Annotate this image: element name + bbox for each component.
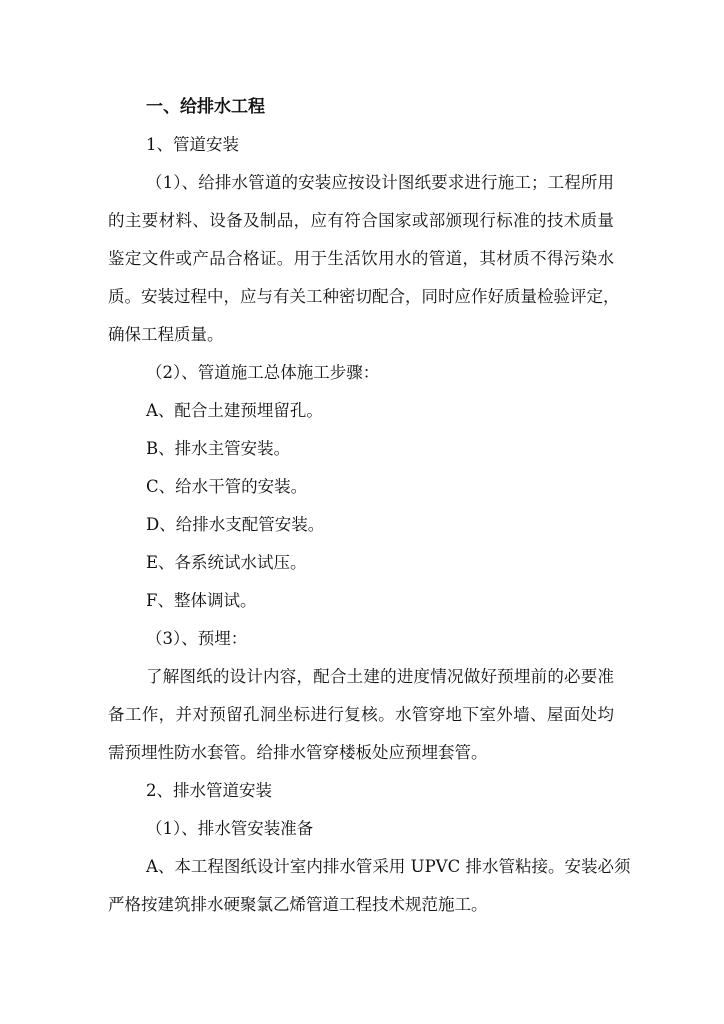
paragraph-line: （1）、给排水管道的安装应按设计图纸要求进行施工；工程所用 <box>146 173 614 192</box>
paragraph-line: 需预埋性防水套管。给排水管穿楼板处应预埋套管。 <box>108 743 488 762</box>
list-item: E、各系统试水试压。 <box>146 553 307 572</box>
list-item: A、配合土建预埋留孔。 <box>146 401 323 420</box>
paragraph-line: 了解图纸的设计内容，配合土建的进度情况做好预埋前的必要准 <box>146 667 614 686</box>
list-item: C、给水干管的安装。 <box>146 477 308 496</box>
subsection-heading: 1、管道安装 <box>146 135 239 154</box>
paragraph-line: 确保工程质量。 <box>108 325 224 344</box>
paragraph-heading: （3）、预埋： <box>146 629 248 648</box>
subsection-heading: 2、排水管道安装 <box>146 781 272 800</box>
list-item: F、整体调试。 <box>146 591 257 610</box>
paragraph-line: 备工作，并对预留孔洞坐标进行复核。水管穿地下室外墙、屋面处均 <box>108 705 614 724</box>
paragraph-line: A、本工程图纸设计室内排水管采用 UPVC 排水管粘接。安装必须 <box>146 857 631 876</box>
paragraph-line: 鉴定文件或产品合格证。用于生活饮用水的管道，其材质不得污染水 <box>108 249 614 268</box>
list-item: D、给排水支配管安装。 <box>146 515 325 534</box>
paragraph-heading: （2）、管道施工总体施工步骤： <box>146 363 380 382</box>
paragraph-line: 的主要材料、设备及制品，应有符合国家或部颁现行标准的技术质量 <box>108 211 614 230</box>
list-item: B、排水主管安装。 <box>146 439 291 458</box>
section-heading: 一、给排水工程 <box>146 97 265 117</box>
paragraph-line: 质。安装过程中，应与有关工种密切配合，同时应作好质量检验评定， <box>108 287 620 306</box>
paragraph-heading: （1）、排水管安装准备 <box>146 819 314 838</box>
paragraph-line: 严格按建筑排水硬聚氯乙烯管道工程技术规范施工。 <box>108 895 488 914</box>
